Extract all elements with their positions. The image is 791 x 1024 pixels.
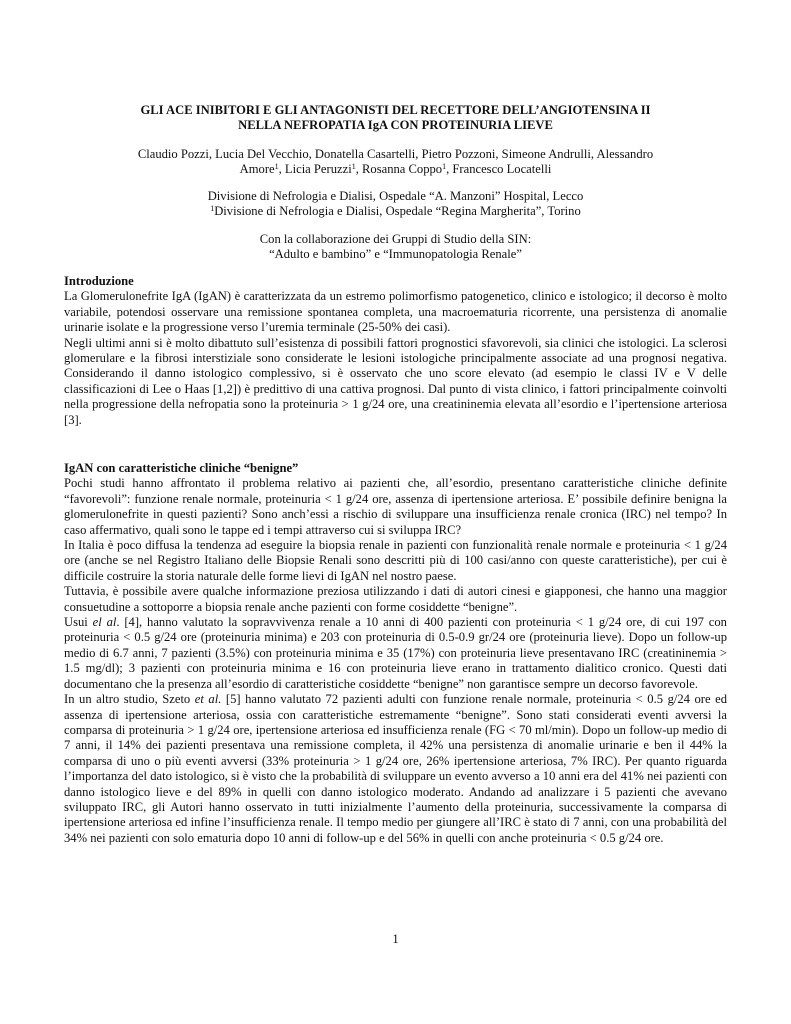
page-number: 1 — [392, 932, 399, 946]
paragraph: Tuttavia, è possibile avere qualche informazione preziosa utilizzando i dati di autori cinesi e giapponesi, che hanno una maggior consuetudine a sottoporre a biopsia renale anche pazienti con forme cosiddette “benigne”. — [64, 584, 727, 614]
author-coppo: , Rosanna Coppo — [355, 162, 443, 177]
paragraph: In Italia è poco diffusa la tendenza ad eseguire la biopsia renale in pazienti con funzionalità renale normale e proteinuria < 1 g/24 ore (anche se nel Registro Italiano delle Biopsie Renali sono descritti più di 100 casi/anno con queste caratteristiche), per cui è difficile costruire la storia naturale delle forme lievi di IgAN nel nostro paese. — [64, 538, 727, 583]
author-peruzzi: , Licia Peruzzi — [278, 162, 352, 177]
affiliation-marker: 1 — [351, 162, 356, 172]
collaboration-line-2: “Adulto e bambino” e “Immunopatologia Renale” — [269, 247, 522, 262]
collaboration-note — [60, 232, 731, 263]
affiliation-lecco: Divisione di Nefrologia e Dialisi, Ospedale “A. Manzoni” Hospital, Lecco — [207, 189, 584, 203]
text-run: . [4], hanno valutato la sopravvivenza renale a 10 anni di 400 pazienti con proteinuria < 1 g/24 ore, di cui 197 con proteinuria < 0.5 g/24 ore (proteinuria minima) e 203 con proteinuria di 0.5-0.9 gr/24 ore (proteinuria lieve). Dopo un follow-up medio di 6.7 anni, 7 pazienti (3.5%) con proteinuria minima e 35 (17%) con proteinuria lieve presentavano IRC (creatininemia > 1.5 mg/dl); 3 pazienti con proteinuria minima e 16 con proteinuria lieve erano in trattamento dialitico cronico. Questi dati documentano che la presenza all’esordio di caratteristiche cosiddette “benigne” non garantisce sempre un decorso favorevole. — [64, 615, 727, 691]
paragraph: Negli ultimi anni si è molto dibattuto sull’esistenza di possibili fattori prognostici sfavorevoli, sia clinici che istologici. La sclerosi glomerulare e la fibrosi interstiziale sono considerate le lesioni istologiche principalmente associate ad una prognosi negativa. Considerando il danno istologico complessivo, si è osservato che uno score elevato (ad esempio le classi IV e V delle classificazioni di Lee o Haas [1,2]) è predittivo di una cattiva prognosi. Dal punto di vista clinico, i fattori principalmente coinvolti nella progressione della nefropatia sono la proteinuria > 1 g/24 ore, una creatininemia elevata all’esordio e l’ipertensione arteriosa [3]. — [64, 335, 727, 427]
title-line-2: NELLA NEFROPATIA IgA CON PROTEINURIA LIEVE — [238, 118, 553, 133]
italic-text: et al. — [194, 692, 222, 707]
authors-line-2 — [60, 162, 731, 177]
text-run: In un altro studio, Szeto — [64, 692, 195, 707]
section-introduzione — [64, 274, 727, 428]
paragraph: Pochi studi hanno affrontato il problema relativo ai pazienti che, all’esordio, presentano caratteristiche cliniche definite “favorevoli”: funzione renale normale, proteinuria < 1 g/24 ore, assenza di ipertensione arteriosa. E’ possibile definire benigna la glomerulonefrite in questi pazienti? Sono anch’essi a rischio di sviluppare una insufficienza renale cronica (IRC) nel tempo? In caso affermativo, quali sono le tappe ed i tempi attraverso cui si sviluppa IRC? — [64, 476, 727, 537]
affiliation-marker: 1 — [210, 204, 215, 214]
section-heading: IgAN con caratteristiche cliniche “benigne” — [64, 461, 299, 475]
authors-line-1: Claudio Pozzi, Lucia Del Vecchio, Donatella Casartelli, Pietro Pozzoni, Simeone Andrulli, Alessandro — [137, 147, 654, 161]
affiliations — [60, 189, 731, 220]
text-run: Usui — [64, 615, 93, 630]
affiliation-marker: 1 — [274, 162, 279, 172]
affiliation-torino — [60, 204, 731, 219]
paragraph — [64, 692, 727, 846]
section-heading: Introduzione — [64, 274, 134, 288]
affiliation-torino-text: Divisione di Nefrologia e Dialisi, Ospedale “Regina Margherita”, Torino — [214, 204, 581, 219]
author-list — [60, 147, 731, 178]
author-amore: Amore — [239, 162, 275, 177]
paper-title — [60, 103, 731, 134]
section-igan-benigne — [64, 461, 727, 846]
affiliation-marker: 1 — [442, 162, 447, 172]
paragraph — [64, 615, 727, 692]
italic-text: el al — [92, 615, 117, 630]
collaboration-line-1: Con la collaborazione dei Gruppi di Studio della SIN: — [259, 232, 532, 246]
text-run: [5] hanno valutato 72 pazienti adulti con funzione renale normale, proteinuria < 0.5 g/24 ore ed assenza di ipertensione arteriosa, ossia con caratteristiche estremamente “benigne”. Sono stati considerati eventi avversi la comparsa di proteinuria > 1 g/24 ore, ipertensione arteriosa ed insufficienza renale (FG < 70 ml/min). Dopo un follow-up medio di 7 anni, il 14% dei pazienti presentava una remissione completa, il 42% una persistenza di anomalie urinarie e ben il 44% la comparsa di uno o più eventi avversi (33% proteinuria > 1 g/24 ore, 26% ipertensione arteriosa, 7% IRC). Per quanto riguarda l’importanza del dato istologico, si è visto che la probabilità di sviluppare un evento avverso a 10 anni era del 41% nei pazienti con danno istologico lieve e del 89% in quelli con danno istologico moderato. Andando ad analizzare i 5 pazienti che avevano sviluppato IRC, gli Autori hanno osservato in tutti inizialmente l’aumento della proteinuria, successivamente la comparsa di ipertensione arteriosa ed infine l’insufficienza renale. Il tempo medio per giungere all’IRC è stato di 7 anni, con una probabilità del 34% nei pazienti con solo ematuria dopo 10 anni di follow-up e del 56% in quelli con anche proteinuria < 0.5 g/24 ore. — [64, 692, 728, 845]
title-line-1: GLI ACE INIBITORI E GLI ANTAGONISTI DEL RECETTORE DELL’ANGIOTENSINA II — [140, 103, 651, 117]
author-locatelli: , Francesco Locatelli — [446, 162, 552, 177]
paragraph: La Glomerulonefrite IgA (IgAN) è caratterizzata da un estremo polimorfismo patogenetico, clinico e istologico; il decorso è molto variabile, potendosi osservare una remissione spontanea completa, una macroematuria ricorrente, una persistenza di anomalie urinarie isolate e la progressione verso l’uremia terminale (25-50% dei casi). — [64, 289, 727, 335]
